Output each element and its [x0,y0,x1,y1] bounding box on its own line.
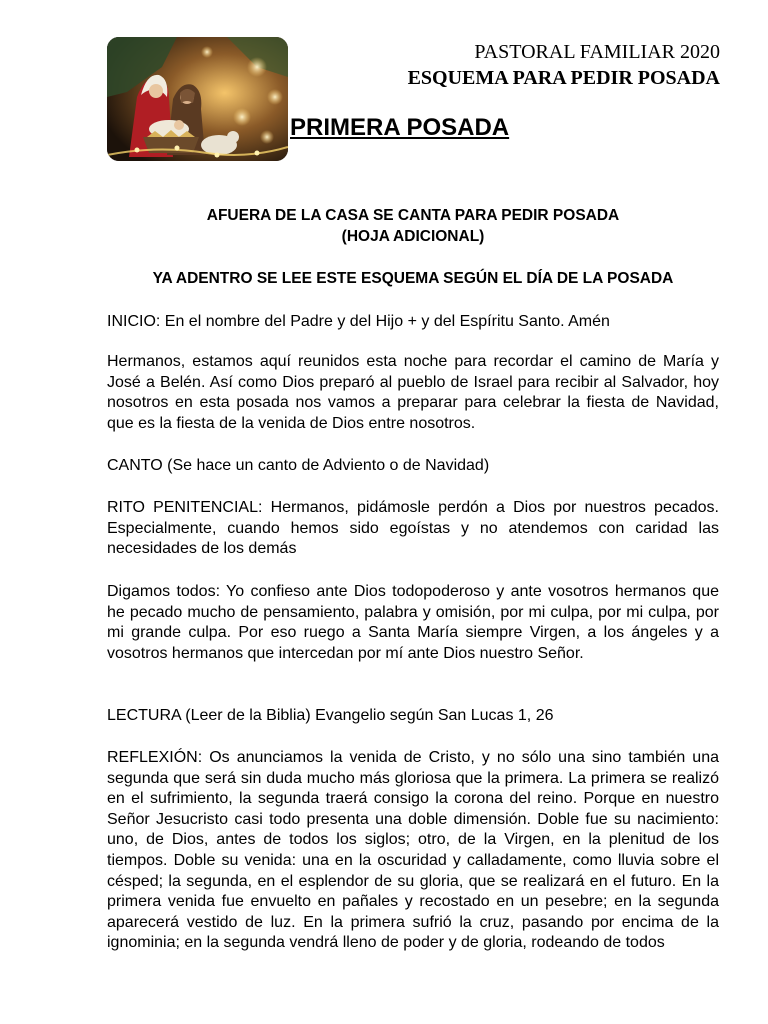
nativity-scene-image [107,37,288,161]
document-subtitle: ESQUEMA PARA PEDIR POSADA [407,67,720,89]
paragraph-digamos: Digamos todos: Yo confieso ante Dios todopoderoso y ante vosotros hermanos que he pecado mucho de pensamiento, palabra y omisión, por mi culpa, por mi culpa, por mi grande culpa. Por eso ruego a Santa María siempre Virgen, a los ángeles y a vosotros hermanos que intercedan por mí ante Dios nuestro Señor. [107,583,719,662]
paragraph-lectura: LECTURA (Leer de la Biblia) Evangelio según San Lucas 1, 26 [107,707,554,724]
heading-outside-note: (HOJA ADICIONAL) [341,228,485,245]
paragraph-hermanos: Hermanos, estamos aquí reunidos esta noche para recordar el camino de María y José a Belén. Así como Dios preparó al pueblo de Israel para recibir al Salvador, hoy nosotros en esta posada nos vamos a preparar para celebrar la fiesta de Navidad, que es la fiesta de la venida de Dios entre nosotros. [107,353,719,432]
paragraph-canto: CANTO (Se hace un canto de Adviento o de Navidad) [107,457,490,474]
heading-inside: YA ADENTRO SE LEE ESTE ESQUEMA SEGÚN EL DÍA DE LA POSADA [152,270,674,287]
heading-outside: AFUERA DE LA CASA SE CANTA PARA PEDIR POSADA [206,207,620,224]
posada-title: PRIMERA POSADA [290,114,510,141]
organization-title: PASTORAL FAMILIAR 2020 [474,41,720,63]
paragraph-inicio: INICIO: En el nombre del Padre y del Hijo + y del Espíritu Santo. Amén [107,313,610,330]
paragraph-reflexion: REFLEXIÓN: Os anunciamos la venida de Cristo, y no sólo una sino también una segunda que será sin duda mucho más gloriosa que la primera. La primera se realizó en el sufrimiento, la segunda traerá consigo la corona del reino. Porque en nuestro Señor Jesucristo casi todo presenta una doble dimensión. Doble fue su nacimiento: uno, de Dios, antes de todos los siglos; otro, de la Virgen, en la plenitud de los tiempos. Doble su venida: una en la oscuridad y calladamente, como lluvia sobre el césped; la segunda, en el esplendor de su gloria, que se realizará en el futuro. En la primera venida fue envuelto en pañales y recostado en un pesebre; en la segunda aparecerá vestido de luz. En la primera sufrió la cruz, pasando por encima de la ignominia; en la segunda vendrá lleno de poder y de gloria, rodeando de todos [107,749,719,952]
paragraph-rito-penitencial: RITO PENITENCIAL: Hermanos, pidámosle perdón a Dios por nuestros pecados. Especialmente, cuando hemos sido egoístas y no atendemos con caridad las necesidades de los demás [107,499,719,558]
